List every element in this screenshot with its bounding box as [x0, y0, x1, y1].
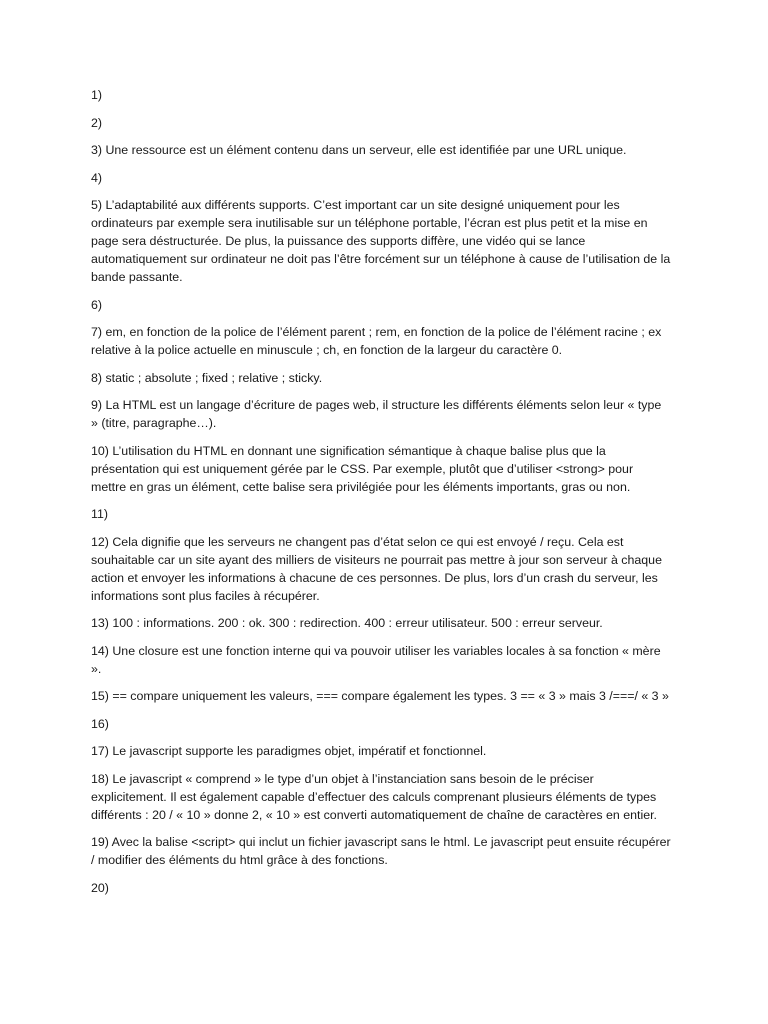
- answer-1: 1): [91, 88, 103, 102]
- document-body: [91, 86, 671, 906]
- answer-12: 12) Cela dignifie que les serveurs ne changent pas d’état selon ce qui est envoyé / reçu. Cela est souhaitable car un site ayant des milliers de visiteurs ne pourrait pas mettre à jour son serveur à chaque action et envoyer les informations à chacune de ces personnes. De plus, lors d’un crash du serveur, les informations sont plus faciles à récupérer.: [91, 534, 662, 603]
- answer-7: 7) em, en fonction de la police de l’élément parent ; rem, en fonction de la police de l’élément racine ; ex relative à la police actuelle en minuscule ; ch, en fonction de la largeur du caractère 0.: [91, 325, 662, 357]
- answer-2: 2): [91, 115, 103, 130]
- answer-5: 5) L’adaptabilité aux différents supports. C’est important car un site designé uniquement pour les ordinateurs par exemple sera inutilisable sur un téléphone portable, l’écran est plus petit et la mise en page sera déstructurée. De plus, la puissance des supports diffère, une vidéo qui se lance automatiquement sur ordinateur ne doit pas l’être forcément sur un téléphone à cause de l’utilisation de la bande passante.: [91, 198, 671, 284]
- answer-9: 9) La HTML est un langage d’écriture de pages web, il structure les différents éléments selon leur « type » (titre, paragraphe…).: [91, 398, 662, 430]
- answer-18: 18) Le javascript « comprend » le type d’un objet à l’instanciation sans besoin de le préciser explicitement. Il est également capable d’effectuer des calculs comprenant plusieurs éléments de types différents : 20 / « 10 » donne 2, « 10 » est converti automatiquement de chaîne de caractères en entier.: [91, 771, 657, 822]
- answer-4: 4): [91, 170, 103, 185]
- answer-11: 11): [91, 507, 108, 521]
- answer-6: 6): [91, 297, 103, 312]
- answer-14: 14) Une closure est une fonction interne qui va pouvoir utiliser les variables locales à sa fonction « mère ».: [91, 643, 661, 676]
- answer-10: 10) L’utilisation du HTML en donnant une signification sémantique à chaque balise plus que la présentation qui est uniquement gérée par le CSS. Par exemple, plutôt que d’utiliser <strong> pour mettre en gras un élément, cette balise sera privilégiée pour les éléments importants, gras ou non.: [91, 443, 634, 494]
- answer-20: 20): [91, 880, 109, 895]
- answer-19: 19) Avec la balise <script> qui inclut un fichier javascript sans le html. Le javascript peut ensuite récupérer / modifier des éléments du html grâce à des fonctions.: [91, 835, 671, 867]
- answer-3: 3) Une ressource est un élément contenu dans un serveur, elle est identifiée par une URL unique.: [91, 143, 627, 157]
- answer-15: 15) == compare uniquement les valeurs, === compare également les types. 3 == « 3 » mais 3 /===/ « 3 »: [91, 689, 669, 703]
- answer-8: 8) static ; absolute ; fixed ; relative ; sticky.: [91, 370, 323, 385]
- answer-13: 13) 100 : informations. 200 : ok. 300 : redirection. 400 : erreur utilisateur. 500 : erreur serveur.: [91, 616, 603, 630]
- answer-17: 17) Le javascript supporte les paradigmes objet, impératif et fonctionnel.: [91, 744, 487, 758]
- answer-16: 16): [91, 716, 109, 731]
